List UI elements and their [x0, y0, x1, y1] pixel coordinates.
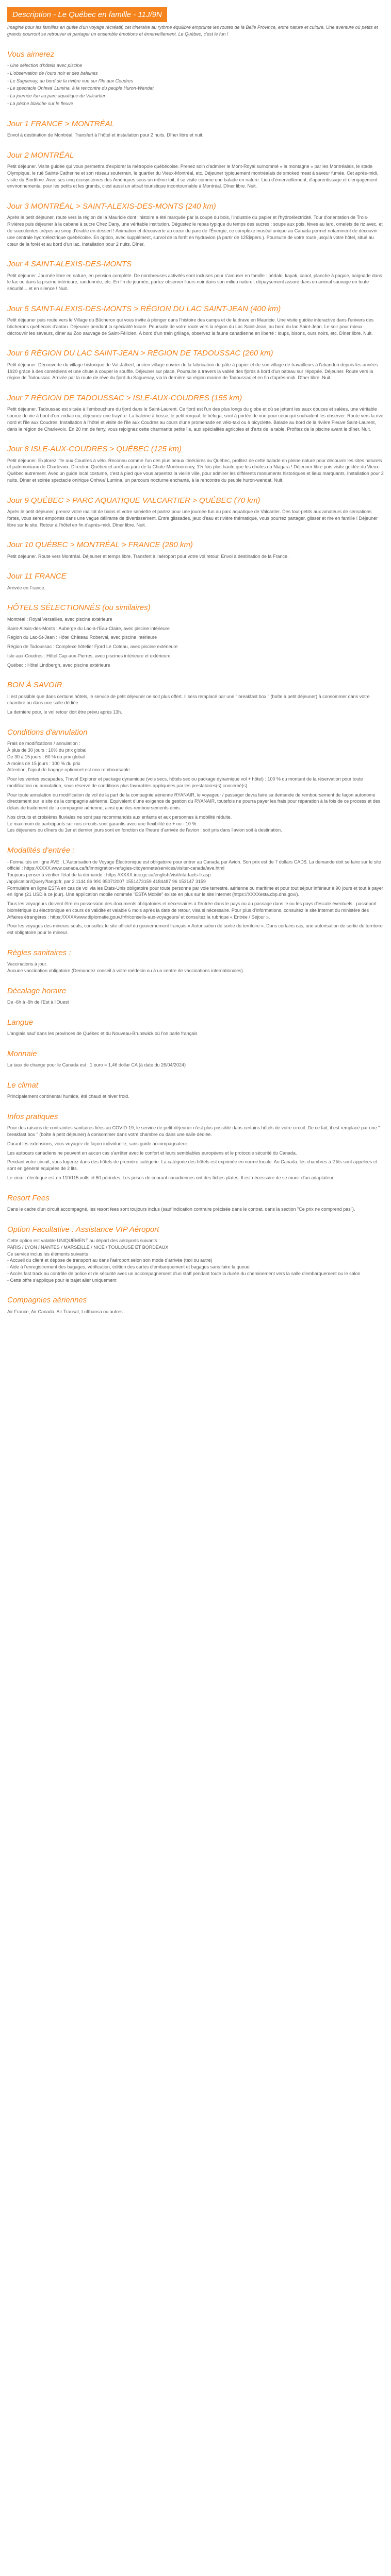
day-title: Jour 1 FRANCE > MONTRÉAL: [7, 119, 115, 128]
day-title: Jour 2 MONTRÉAL: [7, 150, 74, 160]
day-title: Jour 9 QUÉBEC > PARC AQUATIQUE VALCARTIER > QUÉBEC (70 km): [7, 496, 260, 505]
formalities-text: Tous les voyageurs doivent être en possession des documents obligatoires et nécessaires à l'entrée dans le pays ou au passage dans le ou les pays d'escale éventuels : passeport biométrique ou électronique en cours de validité et valable 6 mois après la date de retour, visa si nécessaire. Pour plus d'informations, consultez le site internet du ministère des Affaires étrangères : https://XXXXwww.diplomatie.gouv.fr/fr/conseils-aux-voyageurs/ et consultez la rubrique « Entrée / Séjour ».: [7, 901, 377, 920]
section-title-practical: Infos pratiques: [7, 1112, 58, 1122]
day-title: Jour 4 SAINT-ALEXIS-DES-MONTS: [7, 260, 132, 269]
good-to-know-text: Il est possible que dans certains hôtels, le service de petit déjeuner ne soit plus offert. Il sera remplacé par une " breakfast box " (boîte à petit déjeuner) à consommer dans votre chambre ou dans une salle dédiée.: [7, 693, 370, 706]
day-title: Jour 10 QUÉBEC > MONTRÉAL > FRANCE (280 km): [7, 540, 193, 550]
section-title-hotels: HÔTELS SÉLECTIONNÉS (ou similaires): [7, 603, 151, 613]
section-title-good-to-know: BON À SAVOIR: [7, 681, 62, 690]
page-title-banner: Description - Le Québec en famille - 11J/9N: [7, 7, 167, 22]
airlines-text: Air France, Air Canada, Air Transat, Lufthansa ou autres ...: [7, 1309, 128, 1314]
day-text: Petit déjeuner. Route vers Montréal. Déjeuner et temps libre. Transfert à l'aéroport pour votre vol retour. Envol à destination de la France.: [7, 553, 289, 559]
currency-text: La taux de change pour le Canada est : 1 euro = 1,46 dollar CA (à date du 26/04/2024): [7, 1062, 186, 1068]
hotel-line: Québec : Hôtel Lindbergh, avec piscine extérieure: [7, 662, 110, 668]
section-title-language: Langue: [7, 1018, 34, 1027]
day-text: Petit déjeuner puis route vers le Village du Bûcheron qui vous invite à plonger dans l'histoire des camps et de la drave en Mauricie. Une visite guidée interactive dans l'univers des bûcherons québécois d'antan. Déjeuner pendant la spécialité locale. Poursuite de votre route vers la région du Lac Saint-Jean, au bord du lac Saint-Jean. Le soir pour mieux décrouvrir les saveurs, dîner au Zoo sauvage de Saint-Félicien. À bord d'un train grillagé, observez la faune canadienne en liberté : loups, bisons, ours noirs, etc. Dîner libre. Nuit.: [7, 317, 374, 336]
good-to-know-text: La dernière pour, le vol retour doit être prévu après 13h.: [7, 709, 122, 715]
list-item: - La pêche blanche sur le fleuve: [7, 100, 73, 106]
section-title-includes: Vous aimerez: [7, 49, 55, 59]
day-text: Petit déjeuner. Tadoussac est située à l'embouchure du fjord dans le Saint-Laurent. Ce fjord est l'un des plus longs du globe et où se jettent les eaux douces et salées, une véritable source de vie à bord d'un zodiac ou, déjeunez une frayère. La baleine à bosse, le petit rorqual, le béluga, sont à portée de vue pour ceux qui souhaitent les observer. Route vers la rive nord et l'île aux Coudres. Installation à l'hôtel et visite de l'île aux Coudres au cours d'une promenade en vélo-taxi ou à bicyclette. Balade au bord de la rivière Fleuve Saint-Laurent, dans la région de Charlevoix. En 20 mn de ferry, vous rejoignez cette charmante petite île, aux spécialités agricoles et d'arts de la table. Profitez de la piscine avant le dîner. Nuit.: [7, 406, 384, 432]
formalities-text: Pour les voyages des mineurs seuls, consultez le site officiel du gouvernement français « Autorisation de sortie du territoire ». Dans certains cas, une autorisation de sortie de territoire est obligatoire pour le mineur.: [7, 923, 383, 936]
section-title-vip-option: Option Facultative : Assistance VIP Aéroport: [7, 1225, 159, 1234]
cancellation-text: Frais de modifications / annulation : À plus de 30 jours : 10% du prix global De 30 à 15 jours : 60 % du prix global A moins de 15 jours : 100 % du prix Attention, l'ajout de bagage optionnel est non remboursable.: [7, 741, 131, 773]
climate-text: Principalement continental humide, été chaud et hiver froid.: [7, 1094, 129, 1099]
section-title-formalities: Modalités d'entrée :: [7, 846, 75, 855]
list-item: - Le Saguenay, au bord de la rivière vue sur l'île aux Coudres: [7, 78, 133, 83]
day-title: Jour 5 SAINT-ALEXIS-DES-MONTS > RÉGION DU LAC SAINT-JEAN (400 km): [7, 304, 281, 313]
practical-text: Pour des raisons de contraintes sanitaires liées au COVID-19, le service de petit-déjeuner n'est plus possible dans certains hôtels de votre circuit. De ce fait, il est remplacé par une " breakfast box " (boîte à petit déjeuner) à consommer dans votre chambre ou dans une salle dédiée.: [7, 1125, 380, 1138]
hotel-line: Région du Lac-St-Jean : Hôtel Château Roberval, avec piscine intérieure: [7, 635, 157, 640]
list-item: - Une sélection d'hôtels avec piscine: [7, 63, 83, 69]
section-title-currency: Monnaie: [7, 1049, 37, 1058]
section-title-climate: Le climat: [7, 1080, 39, 1090]
language-text: L'anglais sauf dans les provinces de Québec et du Nouveau-Brunswick où l'on parle français: [7, 1031, 198, 1037]
practical-text: Durant les extensions, vous voyagez de façon individuelle, sans guide accompagnateur.: [7, 1141, 188, 1146]
day-text: Petit déjeuner. Journée libre en nature, en pension complète. De nombreuses activités sont incluses pour s'amuser en famille : pédalo, kayak, canot, planche à pagaie, baignade dans le lac ou dans la piscine intérieure, randonnée, etc. En fin de journée, partez observer l'ours noir dans son milieu naturel, dépaysement assuré dans un animal sauvage en toute sécurité... et en silence ! Nuit.: [7, 273, 382, 292]
itinerary: [7, 118, 384, 591]
day-text: Après le petit déjeuner, prenez votre maillot de bains et votre serviette et partez pour une journée fun au parc aquatique de Valcartier. Des tout-petits aux amateurs de sensations fortes, vous serez emportés dans une vague délirante de divertissement. Entre glissades, jeux d'eau et rivière thématique, vous pourrez partager, glisser et rire en famille ! Déjeuner libre sur le site. Retour à l'hôtel en fin d'après-midi. Dîner libre. Nuit.: [7, 509, 378, 528]
section-title-health: Règles sanitaires :: [7, 948, 71, 957]
intro-text: Imaginé pour les familles en quête d'un voyage récréatif, cet itinéraire au rythme équilibré emprunte les routes de la Belle Province, entre nature et culture. Une aventure où petits et grands pourront se retrouver et partager un ensemble émotions et émerveillement. Le Québec, c'est le fun !: [7, 25, 378, 37]
vip-option-text: Cette option est valable UNIQUEMENT au départ des aéroports suivants : PARIS / LYON / NANTES / MARSEILLE / NICE / TOULOUSE ET BORDEAUX Ce service inclus les éléments suivants : - Accueil du client et dépose de transport au dans l'aéroport selon son mode d'arrivée (taxi ou autre) - Aide à l'enregistrement des bagages, vérification, édition des cartes d'embarquement et bagages sans faire la queue - Accès fast track au contrôle de police et de sécurité avec un accompagnement d'un staff pendant toute la durée du cheminement vers la salle d'embarquement ou le salon - Cette offre s'applique pour le trajet aller uniquement: [7, 1238, 361, 1283]
intro-section: [7, 24, 384, 38]
list-item: - L'observation de l'ours noir et des baleines: [7, 70, 98, 76]
hotel-line: Saint-Alexis-des-Monts : Auberge du Lac-à-l'Eau-Claire, avec piscine intérieure: [7, 625, 170, 631]
practical-text: Les autocars canadiens ne peuvent en aucun cas s'arrêter avec le confort et leurs semblables européens et le protocole sécurité du Canada.: [7, 1150, 297, 1156]
practical-text: Le circuit électrique est en 110/115 volts et 60 périodes. Les prises de courant canadiennes ont des fiches plates. Il est nécessaire de se munir d'un adaptateur.: [7, 1175, 335, 1180]
day-text: Arrivée en France.: [7, 585, 46, 590]
day-title: Jour 8 ISLE-AUX-COUDRES > QUÉBEC (125 km): [7, 445, 182, 454]
day-text: Petit déjeuner. Visite guidée qui vous permettra d'explorer la métropole québécoise. Prenez soin d'admirer le Mont-Royal surnommé « la montagne » par les Montréalais, le stade Olympique, le ruê Sainte-Catherine et son réseau souterrain, le quartier du Vieux-Montréal, etc. Déjeuner typiquement montréalais de smoked meat à saveur fumée. Cet après-midi, visite du Biodôme. Avec ses cinq écosystèmes des Amériques sous un même toit, il se visite comme une balade en nature. Lieu d'émerveillement, d'apprentissage et d'engagement environnemental pour les petits et les grands, c'est aussi un attrait touristique incontournable à Montréal. Dîner libre. Nuit.: [7, 164, 379, 189]
day-title: Jour 3 MONTRÉAL > SAINT-ALEXIS-DES-MONTS (240 km): [7, 202, 216, 211]
day-title: Jour 7 RÉGION DE TADOUSSAC > ISLE-AUX-COUDRES (155 km): [7, 394, 242, 403]
formalities-text: - Formalités en ligne AVE : L'Autorisation de Voyage Électronique est obligatoire pour entrer au Canada par Avion. Son prix est de 7 dollars CAD$. La demande doit se faire sur le site officiel : https://XXXX.www.canada.ca/fr/immigration-refugies-citoyennete/services/visiter-canada/ave.html Toujours penser à vérifier l'état de la demande : https://XXXX.ircc.gc.ca/english/visit/eta-facts-fr.asp /application/Query?lang=fr, par 2 1144 86 991 9507/2007 1551473159 4184487 96 153147 3159 Formulaire en ligne ESTA en cas de vol via les États-Unis obligatoire pour toute personne par voie terrestre, aérienne ou maritime et pour tout séjour inférieur à 90 jours et tout à payer en ligne (21 USD à ce jour). Une application mobile nommée "ESTA Mobile" existe en plus sur le site internet (https://XXXXesta.cbp.dhs.gov/).: [7, 859, 383, 897]
day-text: Envol à destination de Montréal. Transfert à l'hôtel et installation pour 2 nuits. Dîner libre et nuit.: [7, 132, 204, 138]
practical-text: Pendant votre circuit, vous logerez dans des hôtels de première catégorie. La catégorie des hôtels est exprimée en norme locale. Au Canada, les chambres à 2 lits sont appelées et sont en général équipées de 2 lits.: [7, 1159, 378, 1172]
cancellation-text: Nos circuits et croisières fluviales ne sont pas recommandés aux enfants et aux personnes à mobilité réduite. Le maximum de participants sur nos circuits sont garantis avec une flexibilité de + ou - 10 %. Les déjeuners ou dîners du 1er et dernier jours sont en fonction de l'heure d'arrivée de l'avion : soit pris dans l'avion soit à destination.: [7, 814, 282, 833]
includes-list: [7, 62, 384, 107]
hotel-line: Montréal : Royal Versailles, avec piscine extérieure: [7, 616, 112, 622]
list-item: - La journée fun au parc aquatique de Valcartier: [7, 93, 106, 99]
hotel-line: Isle-aux-Coudres : Hôtel Cap-aux-Pierres, avec piscines intérieure et extérieure: [7, 653, 171, 658]
day-text: Petit déjeuner. Découverte du village historique de Val-Jalbert, ancien village ouvrier de la fabrication de pâte à papier et de son village de travailleurs à l'abandon depuis les années 1920 grâce à des comédiens et une chute à couper le souffle. Déjeuner sur place. Poursuite à travers la vallée des fjords à bord d'un bateau sur l'épopée. Déjeuner. Route vers la région de Tadoussac. Arrivée par la route de rêve du fjord du Saguenay, via la dernière sa région marine de Tadoussac et en fin d'après-midi. Dîner libre. Nuit.: [7, 362, 378, 381]
day-text: Après le petit déjeuner, route vers la région de la Mauricie dont l'histoire a été marquée par la coupe du bois, l'industrie du papier et l'hydroélectricité. Tour d'orientation de Trois-Rivières puis déjeuner à la cabane à sucre Chez Dany, une véritable institution. Dégustez le repas typique du temps des sucres : soupe aux pois, fèves au lard, omelets de riz avec, et de succulentes crêpes au sirop d'érable en dessert ! Animation et découverte au cœur du parc de l'Énergie, ce complexe muséal unique au Canada permet notamment de découvrir une centrale hydroélectrique québécoise. En option, avec supplément, survol de la forêt en hydravion (à partir de 125$/pers.). Poursuite de votre route jusqu'à votre hôtel, situé au cœur de la forêt et au bord d'un lac. Installation pour 2 nuits. Dîner.: [7, 215, 383, 247]
section-title-time: Décalage horaire: [7, 986, 67, 995]
hotels-list: [7, 616, 384, 669]
day-title: Jour 11 FRANCE: [7, 572, 67, 581]
day-title: Jour 6 RÉGION DU LAC SAINT-JEAN > RÉGION DE TADOUSSAC (260 km): [7, 349, 273, 358]
resort-fees-text: Dans le cadre d'un circuit accompagné, les resort fees sont toujours inclus (sauf indication contraire précisée dans le contrat, dans la section "Ce prix ne comprend pas").: [7, 1206, 355, 1212]
health-text: Vaccinations à jour. Aucune vaccination obligatoire (Demandez conseil à votre médecin ou à un centre de vaccinations internationales).: [7, 961, 245, 973]
cancellation-text: Pour les ventes escapades, Travel Explorer et package dynamique (vols secs, hôtels sec ou package dynamique vol + hôtel) : 100 % du montant de la réservation pour toute modification ou annulation, sous réserve de conditions plus favorables appliquées par les prestataires(s) concerné(s).: [7, 776, 363, 788]
time-text: De -6h à -9h de l'Est à l'Ouest: [7, 999, 69, 1005]
section-title-resort-fees: Resort Fees: [7, 1193, 50, 1202]
cancellation-text: Pour toute annulation ou modification de vol de la part de la compagnie aérienne RYANAIR, le voyageur / passager devra faire sa demande de remboursement de façon autonome directement sur le site de la compagnie aérienne. Equivalent d'une exigence de gestion du RYANAIR, toutefois ne pourra payer les frais pour réparation à la fois de ce process et des délais de traitement de la compagnie aérienne, ainsi que des remboursements émis.: [7, 792, 381, 811]
section-title-airlines: Compagnies aériennes: [7, 1296, 87, 1305]
day-text: Petit déjeuner. Explorez l'île aux Coudres à vélo. Reconnu comme l'un des plus beaux itinéraires au Québec, profitez de cette balade en pleine nature pour découvrir les sites naturels et patrimoniaux de Charlevoix. Direction Québec et arrêt au parc de la Chute-Montmorency, 1½ fois plus haute que les chutes du Niagara ! Déjeuner libre puis visite guidée du Vieux-Québec autrement. Avec un guide local costumé, c'est à pied que vous arpentez la vieille ville, pour admirer les différents monuments historiques et lieux marquants. Installation pour 2 nuits. Dîner et soirée spectacle onirique Onhwa' Lumina, un parcours nocturne enchanté, à la rencontre du peuple huron-wendat. Nuit.: [7, 457, 384, 483]
hotel-line: Région de Tadoussac : Complexe hôtelier Fjord Le Coteau, avec piscine extérieure: [7, 644, 178, 650]
list-item: - Le spectacle Onhwa' Lumina, à la rencontre du peuple Huron-Wendat: [7, 86, 154, 91]
section-title-cancellation: Conditions d'annulation: [7, 727, 88, 737]
